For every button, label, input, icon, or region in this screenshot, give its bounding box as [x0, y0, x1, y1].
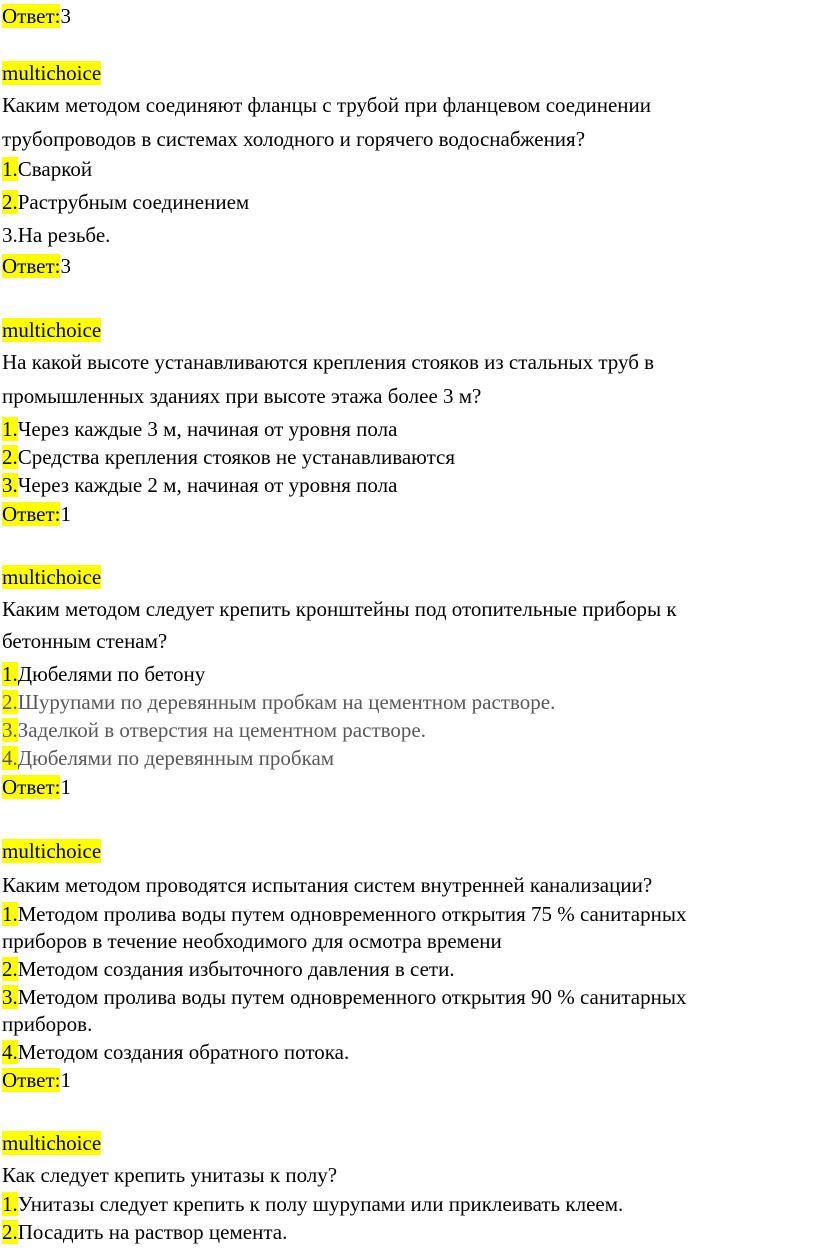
- question-text: бетонным стенам?: [2, 629, 168, 653]
- option-item: 3.Заделкой в отверстия на цементном растворе.: [2, 718, 426, 742]
- option-item: 1.Дюбелями по бетону: [2, 662, 206, 686]
- option-item-continuation: приборов в течение необходимого для осмотра времени: [2, 929, 502, 953]
- option-item: 2.Посадить на раствор цемента.: [2, 1220, 288, 1244]
- question-type-label: multichoice: [2, 61, 102, 85]
- option-item: 3.Через каждые 2 м, начиная от уровня пола: [2, 473, 398, 497]
- option-item: 3.На резьбе.: [2, 223, 111, 247]
- question-text: Каким методом проводятся испытания систем внутренней канализации?: [2, 873, 653, 897]
- question-type-label: multichoice: [2, 318, 102, 342]
- question-text: промышленных зданиях при высоте этажа более 3 м?: [2, 384, 482, 408]
- question-type-label: multichoice: [2, 839, 102, 863]
- answer-label: Ответ:: [2, 4, 61, 28]
- option-item: 2.Методом создания избыточного давления в сети.: [2, 957, 455, 981]
- answer-line: Ответ:1: [2, 502, 71, 526]
- option-item-continuation: приборов.: [2, 1012, 93, 1036]
- option-item: 1.Унитазы следует крепить к полу шурупами или приклеивать клеем.: [2, 1192, 624, 1216]
- option-item: 1.Сваркой: [2, 157, 93, 181]
- option-item: 2.Шурупами по деревянным пробкам на цементном растворе.: [2, 690, 556, 714]
- option-item: 1.Через каждые 3 м, начиная от уровня пола: [2, 417, 398, 441]
- answer-line: [2, 3, 71, 29]
- question-text: На какой высоте устанавливаются крепления стояков из стальных труб в: [2, 350, 655, 374]
- question-type-label: multichoice: [2, 565, 102, 589]
- option-item: 2.Средства крепления стояков не устанавливаются: [2, 445, 456, 469]
- question-text: Каким методом соединяют фланцы с трубой при фланцевом соединении: [2, 93, 652, 117]
- option-item: 2.Раструбным соединением: [2, 190, 250, 214]
- question-text: трубопроводов в системах холодного и горячего водоснабжения?: [2, 127, 586, 151]
- answer-value: 3: [60, 4, 71, 28]
- question-type-label: multichoice: [2, 1131, 102, 1155]
- option-item: 4.Дюбелями по деревянным пробкам: [2, 746, 335, 770]
- option-item: 4.Методом создания обратного потока.: [2, 1040, 350, 1064]
- question-text: Каким методом следует крепить кронштейны под отопительные приборы к: [2, 597, 677, 621]
- answer-line: Ответ:3: [2, 254, 71, 278]
- option-item: 1.Методом пролива воды путем одновременного открытия 75 % санитарных: [2, 902, 687, 926]
- answer-line: Ответ:1: [2, 775, 71, 799]
- option-item: 3.Методом пролива воды путем одновременного открытия 90 % санитарных: [2, 985, 687, 1009]
- answer-line: Ответ:1: [2, 1068, 71, 1092]
- question-text: Как следует крепить унитазы к полу?: [2, 1163, 338, 1187]
